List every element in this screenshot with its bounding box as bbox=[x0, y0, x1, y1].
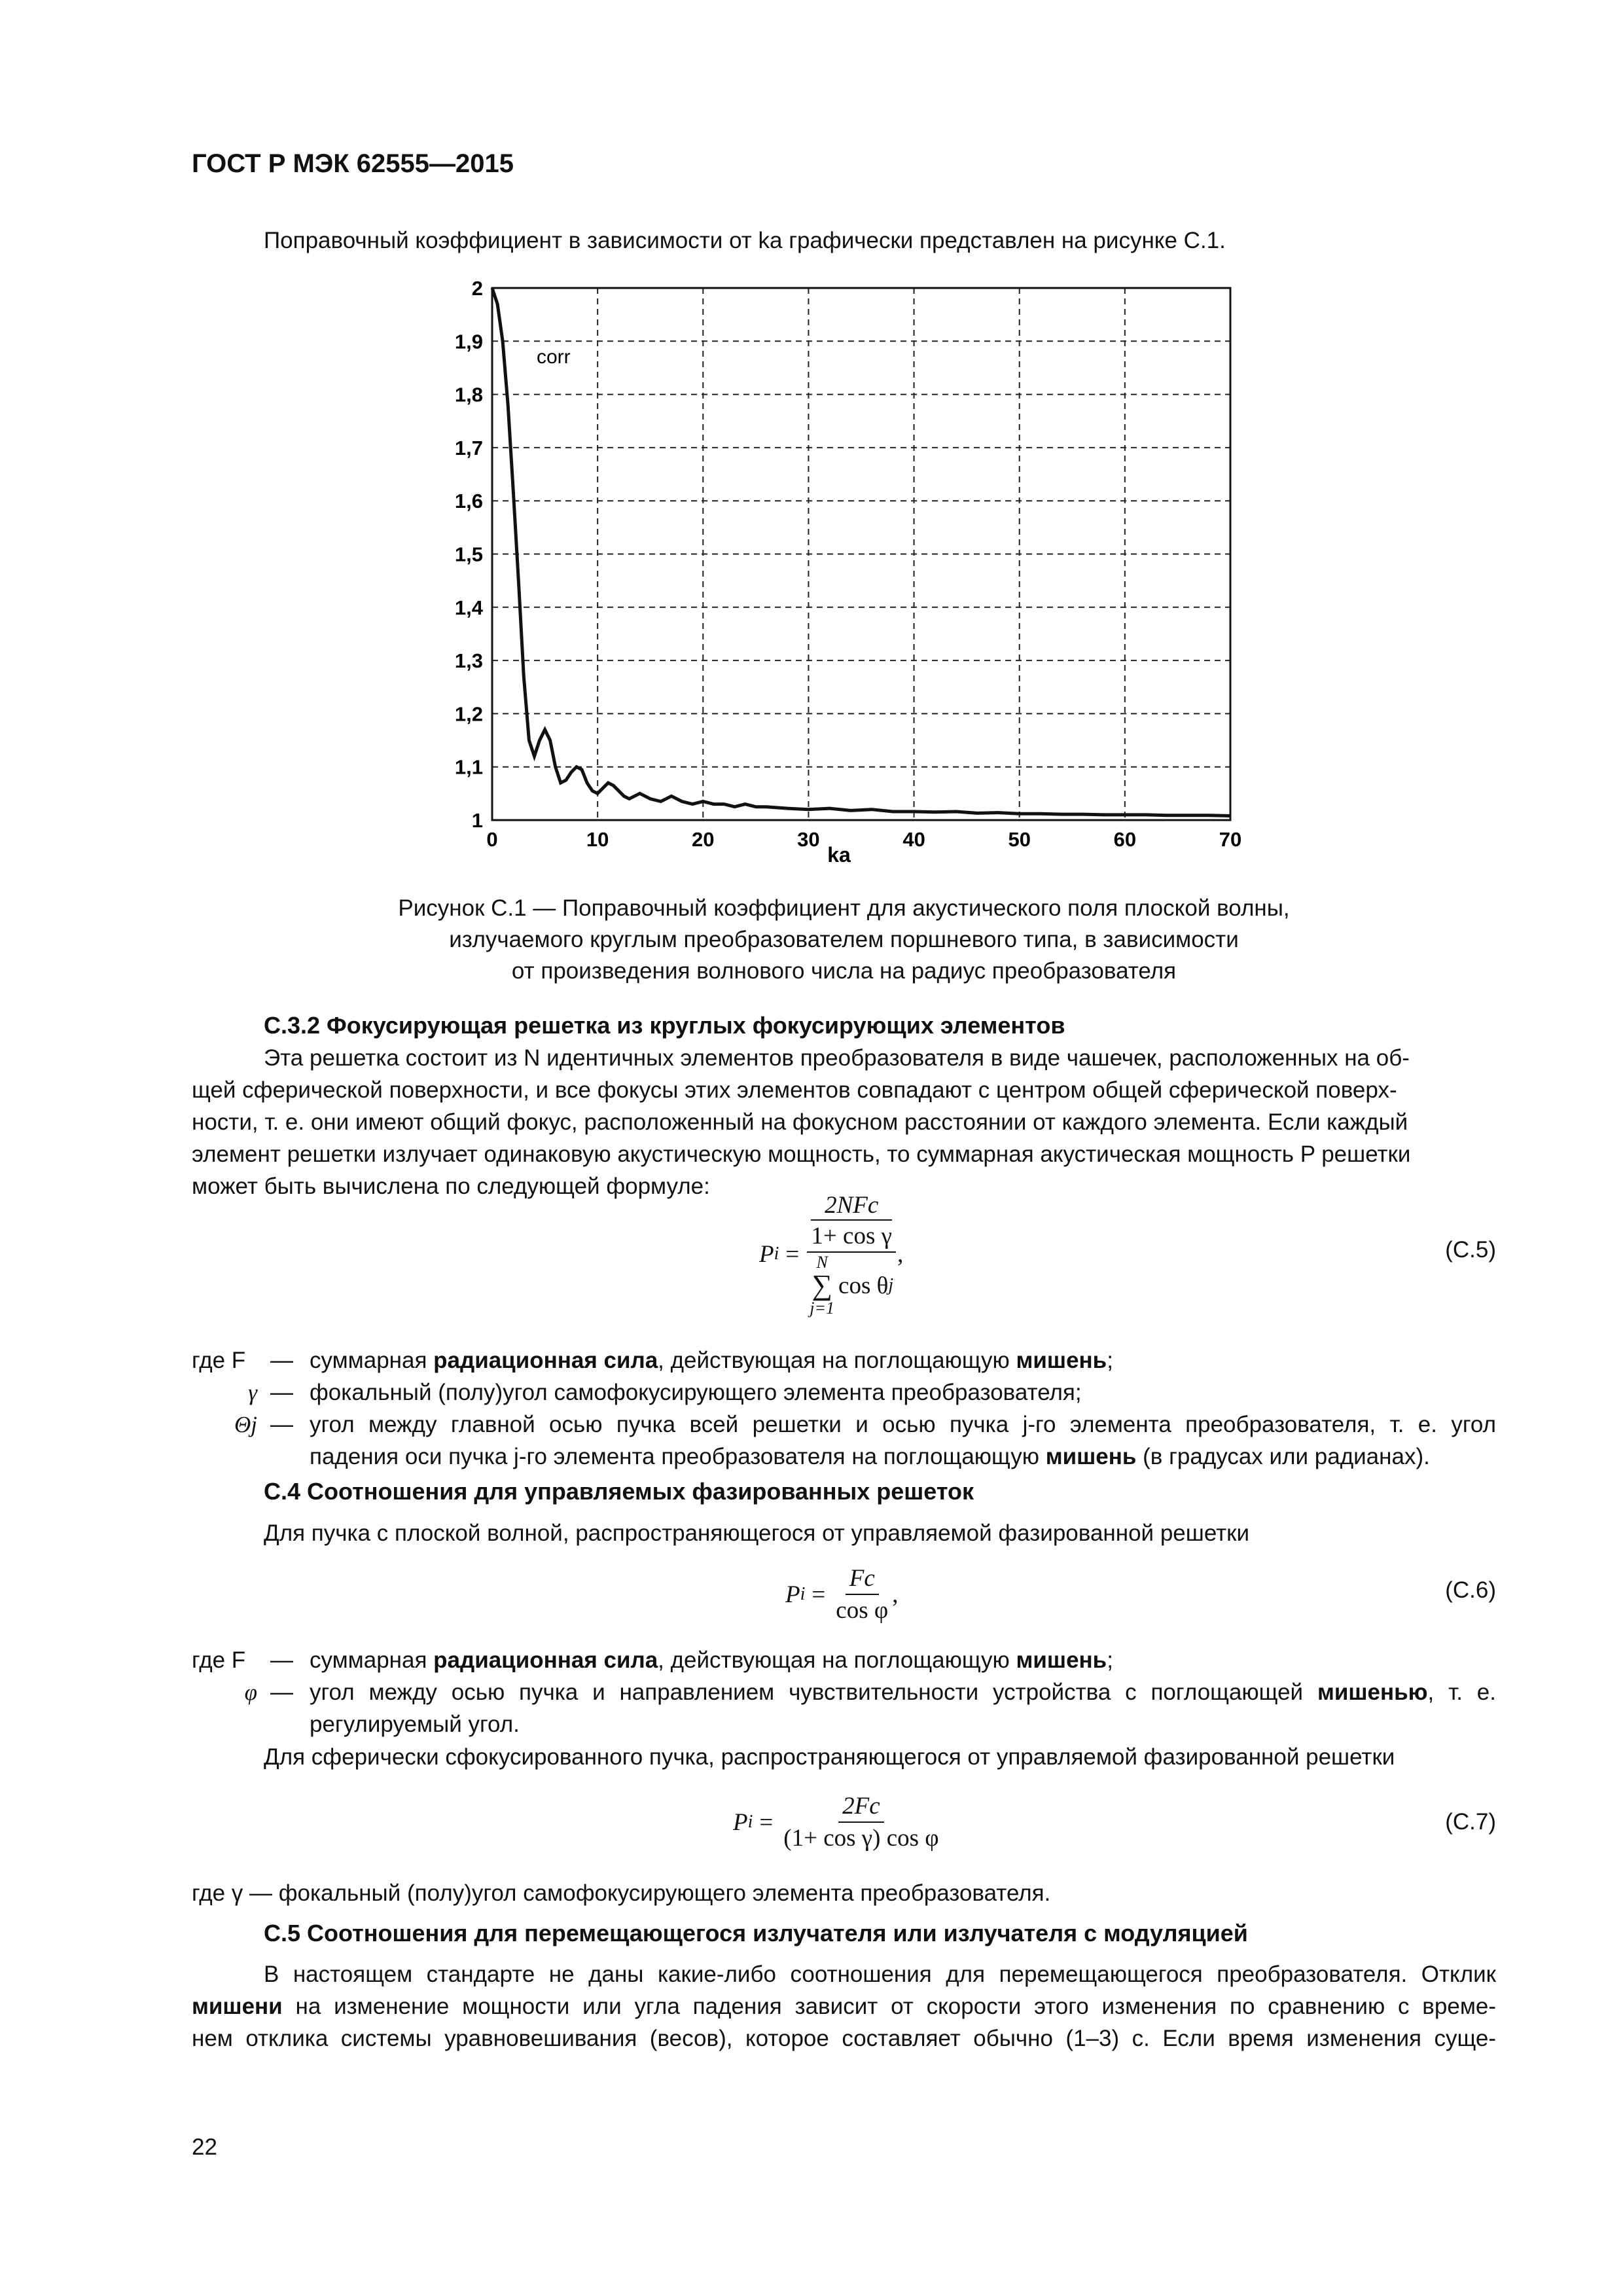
y-tick-label: 1,9 bbox=[454, 330, 483, 353]
section-c5-body bbox=[192, 1958, 1496, 2054]
section-c4-text: Для пучка с плоской волной, распространяющегося от управляемой фазированной решетки bbox=[264, 1520, 1250, 1546]
where6-dash-1: — bbox=[270, 1647, 293, 1673]
c32-line-3: ности, т. е. они имеют общий фокус, расположенный на фокусном расстоянии от каждого элемента. Если каждый bbox=[192, 1109, 1408, 1135]
section-c4-title: С.4 Соотношения для управляемых фазированных решеток bbox=[264, 1478, 974, 1505]
section-c32-body bbox=[192, 1042, 1496, 1202]
page-number: 22 bbox=[192, 2134, 217, 2160]
eq5-where-list bbox=[192, 1344, 1496, 1475]
eq6-lhs: P bbox=[785, 1581, 800, 1608]
x-tick-label: 30 bbox=[797, 828, 820, 851]
where6-sym-F: где F bbox=[192, 1647, 246, 1673]
eq5-fraction bbox=[806, 1191, 897, 1317]
eq5-sum-top: N bbox=[816, 1253, 828, 1272]
eq7-denominator: (1+ cos γ) cos φ bbox=[783, 1825, 939, 1852]
eq6-denominator: cos φ bbox=[836, 1597, 889, 1624]
eq7-lhs-sub: i bbox=[747, 1812, 753, 1832]
section-c4b-text: Для сферически сфокусированного пучка, распространяющегося от управляемой фазированной решетки bbox=[264, 1744, 1395, 1770]
figure-caption bbox=[192, 893, 1496, 987]
where5-sym-theta: Θj bbox=[234, 1412, 257, 1437]
eq6-numerator: Fc bbox=[846, 1564, 879, 1595]
eq7-number: (С.7) bbox=[1445, 1809, 1496, 1835]
y-tick-label: 1,2 bbox=[454, 702, 483, 726]
equation-c7 bbox=[733, 1792, 943, 1852]
c5-line-2: мишени на изменение мощности или угла падения зависит от скорости этого изменения по сравнению с време- bbox=[192, 1994, 1496, 2019]
eq5-lhs: P bbox=[759, 1240, 774, 1268]
where5-dash-2: — bbox=[270, 1380, 293, 1405]
where5-sym-gamma: γ bbox=[248, 1380, 257, 1405]
eq7-lhs: P bbox=[733, 1808, 748, 1836]
caption-line-2: излучаемого круглым преобразователем поршневого типа, в зависимости bbox=[449, 927, 1239, 952]
intro-text: Поправочный коэффициент в зависимости от ka графически представлен на рисунке С.1. bbox=[264, 228, 1226, 253]
caption-line-3: от произведения волнового числа на радиус преобразователя bbox=[511, 958, 1177, 984]
eq5-top-den: 1+ cos γ bbox=[811, 1219, 892, 1250]
eq6-where-list bbox=[192, 1644, 1496, 1742]
caption-line-1: Рисунок С.1 — Поправочный коэффициент для акустического поля плоской волны, bbox=[398, 895, 1290, 921]
x-tick-label: 10 bbox=[586, 828, 609, 851]
where5-desc-3a: угол между главной осью пучка всей решетки и осью пучка j-го элемента преобразователя, т. е. угол bbox=[310, 1412, 1496, 1437]
eq7-equals: = bbox=[759, 1808, 774, 1836]
y-tick-labels bbox=[455, 277, 484, 832]
eq7-fraction bbox=[779, 1792, 942, 1852]
x-tick-label: 0 bbox=[486, 828, 498, 851]
eq5-trail: , bbox=[897, 1240, 904, 1268]
eq6-lhs-sub: i bbox=[800, 1584, 806, 1604]
y-tick-label: 1,7 bbox=[454, 436, 483, 459]
section-c32-title: С.3.2 Фокусирующая решетка из круглых фокусирующих элементов bbox=[264, 1012, 1065, 1039]
eq6-equals: = bbox=[812, 1581, 826, 1608]
where5-sym-F: где F bbox=[192, 1348, 246, 1373]
x-axis-label: ka bbox=[827, 843, 851, 867]
series-label: corr bbox=[537, 346, 571, 368]
eq7-where: где γ — фокальный (полу)угол самофокусирующего элемента преобразователя. bbox=[192, 1880, 1051, 1906]
y-tick-label: 1 bbox=[471, 809, 483, 832]
x-tick-label: 60 bbox=[1113, 828, 1137, 851]
eq5-equals: = bbox=[785, 1240, 800, 1268]
where6-desc-2b: регулируемый угол. bbox=[310, 1712, 520, 1737]
equation-c5 bbox=[759, 1191, 903, 1317]
eq7-numerator: 2Fc bbox=[838, 1792, 884, 1823]
c5-line-1: В настоящем стандарте не даны какие-либо соотношения для перемещающегося преобразователя. Отклик bbox=[264, 1962, 1496, 1987]
corr-series-line bbox=[492, 288, 1230, 816]
document-header: ГОСТ Р МЭК 62555—2015 bbox=[192, 149, 514, 178]
eq5-sum-bottom: j=1 bbox=[810, 1299, 835, 1318]
y-tick-label: 1,4 bbox=[454, 596, 483, 619]
eq6-fraction bbox=[832, 1564, 892, 1624]
eq5-sum-term: cos θ bbox=[838, 1272, 889, 1299]
y-tick-label: 1,3 bbox=[454, 649, 483, 673]
y-tick-label: 1,5 bbox=[454, 543, 483, 566]
eq5-sum-term-sub: j bbox=[888, 1275, 894, 1295]
where5-desc-1: суммарная радиационная сила, действующая на поглощающую мишень; bbox=[310, 1348, 1113, 1373]
where5-dash-1: — bbox=[270, 1348, 293, 1373]
x-tick-label: 20 bbox=[692, 828, 715, 851]
where6-desc-1: суммарная радиационная сила, действующая на поглощающую мишень; bbox=[310, 1647, 1113, 1673]
where6-desc-2a: угол между осью пучка и направлением чувствительности устройства с поглощающей мишенью, т. е. bbox=[310, 1679, 1496, 1705]
c32-line-2: щей сферической поверхности, и все фокусы этих элементов совпадают с центром общей сферической поверх- bbox=[192, 1077, 1397, 1103]
eq6-trail: , bbox=[892, 1581, 899, 1608]
x-tick-label: 50 bbox=[1008, 828, 1031, 851]
y-tick-label: 1,6 bbox=[454, 490, 483, 513]
eq5-sum-sign: ∑ bbox=[812, 1269, 832, 1301]
equation-c6 bbox=[785, 1564, 898, 1624]
where5-desc-2: фокальный (полу)угол самофокусирующего элемента преобразователя; bbox=[310, 1380, 1082, 1405]
where5-desc-3b: падения оси пучка j-го элемента преобразователя на поглощающую мишень (в градусах или радианах). bbox=[310, 1444, 1430, 1469]
where5-dash-3: — bbox=[270, 1412, 293, 1437]
eq5-top-num: 2NFc bbox=[825, 1192, 879, 1219]
correction-factor-chart bbox=[445, 275, 1257, 877]
eq6-number: (С.6) bbox=[1445, 1577, 1496, 1603]
x-tick-labels bbox=[486, 828, 1241, 851]
x-tick-label: 70 bbox=[1219, 828, 1242, 851]
where6-sym-phi: φ bbox=[244, 1679, 257, 1705]
chart-grid bbox=[492, 288, 1230, 820]
c32-line-5: может быть вычислена по следующей формуле: bbox=[192, 1174, 710, 1199]
c5-line-3: нем отклика системы уравновешивания (весов), которое составляет обычно (1–3) с. Если время изменения суще- bbox=[192, 2026, 1496, 2051]
section-c5-title: С.5 Соотношения для перемещающегося излучателя или излучателя с модуляцией bbox=[264, 1920, 1248, 1946]
eq5-number: (С.5) bbox=[1445, 1237, 1496, 1263]
y-tick-label: 1,8 bbox=[454, 383, 483, 406]
y-tick-label: 1,1 bbox=[454, 755, 483, 779]
c32-line-1: Эта решетка состоит из N идентичных элементов преобразователя в виде чашечек, расположенных на об- bbox=[264, 1045, 1410, 1071]
eq5-lhs-sub: i bbox=[774, 1244, 779, 1264]
where6-dash-2: — bbox=[270, 1679, 293, 1705]
y-tick-label: 2 bbox=[471, 277, 483, 300]
x-tick-label: 40 bbox=[902, 828, 925, 851]
c32-line-4: элемент решетки излучает одинаковую акустическую мощность, то суммарная акустическая мощность P решетки bbox=[192, 1141, 1411, 1167]
